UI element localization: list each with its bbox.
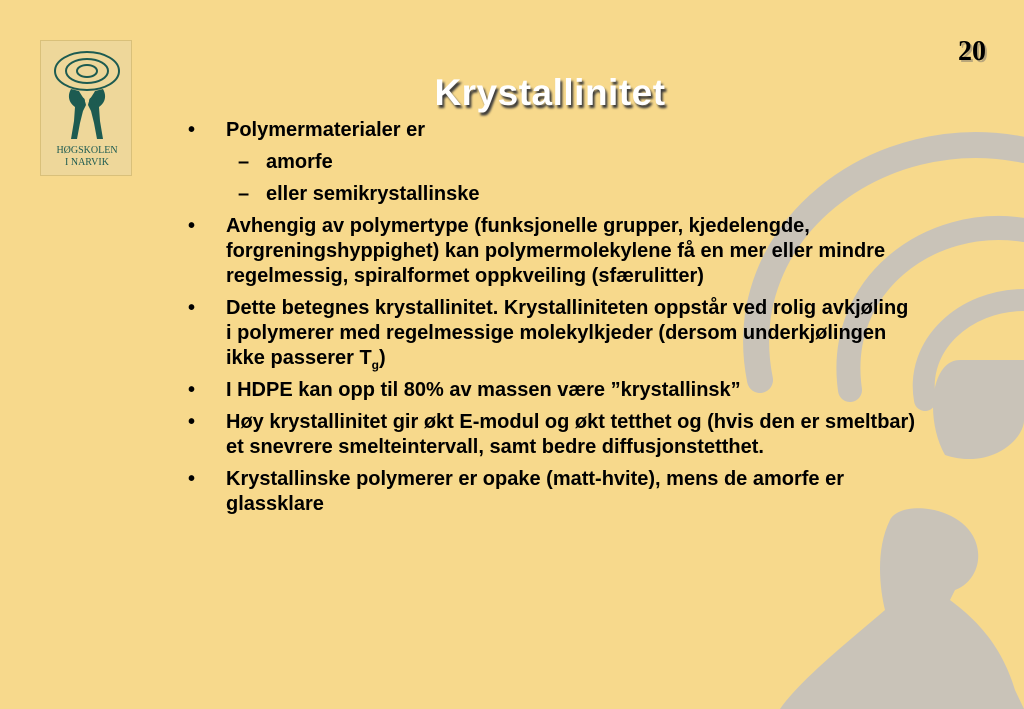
bullet-text: Dette betegnes krystallinitet. Krystalliniteten oppstår ved rolig avkjøling i polymerer med regelmessige molekylkjeder (dersom underkjølingen ikke passerer T — [226, 297, 909, 369]
bullet-item — [186, 378, 916, 403]
bullet-item — [186, 214, 916, 289]
bullet-item — [186, 118, 916, 143]
bullet-text: I HDPE kan opp til 80% av massen være ”krystallinsk” — [226, 379, 741, 401]
dash-marker: – — [238, 151, 250, 173]
bullet-list — [186, 118, 916, 524]
sub-bullet-item — [186, 182, 916, 207]
bullet-marker: • — [188, 411, 196, 433]
bullet-text: Krystallinske polymerer er opake (matt-hvite), mens de amorfe er glassklare — [226, 468, 845, 515]
subscript-g: g — [371, 358, 379, 372]
bullet-text: eller semikrystallinske — [266, 183, 480, 205]
bullet-marker: • — [188, 379, 196, 401]
bullet-item — [186, 410, 916, 460]
bullet-text: Polymermaterialer er — [226, 119, 426, 141]
page-number: 20 — [958, 36, 986, 67]
bullet-marker: • — [188, 297, 196, 319]
bullet-item — [186, 296, 916, 371]
logo-text-line1: HØGSKOLEN — [56, 145, 118, 156]
bullet-marker: • — [188, 119, 196, 141]
slide-title: Krystallinitet — [434, 72, 666, 113]
bullet-text: amorfe — [266, 151, 333, 173]
bullet-item — [186, 467, 916, 517]
dash-marker: – — [238, 183, 250, 205]
sub-bullet-item — [186, 150, 916, 175]
bullet-text: Avhengig av polymertype (funksjonelle grupper, kjedelengde, forgreningshyppighet) kan polymermolekylene få en mer eller mindre regelmessig, spiralformet oppkveiling (sfærulitter) — [226, 215, 886, 287]
bullet-marker: • — [188, 468, 196, 490]
bullet-text-tail: ) — [379, 347, 386, 369]
bullet-text: Høy krystallinitet gir økt E-modul og økt tetthet og (hvis den er smeltbar) et snevrere smelteintervall, samt bedre diffusjonstetthet. — [226, 411, 915, 458]
logo-text-line2: I NARVIK — [65, 157, 109, 168]
bullet-marker: • — [188, 215, 196, 237]
